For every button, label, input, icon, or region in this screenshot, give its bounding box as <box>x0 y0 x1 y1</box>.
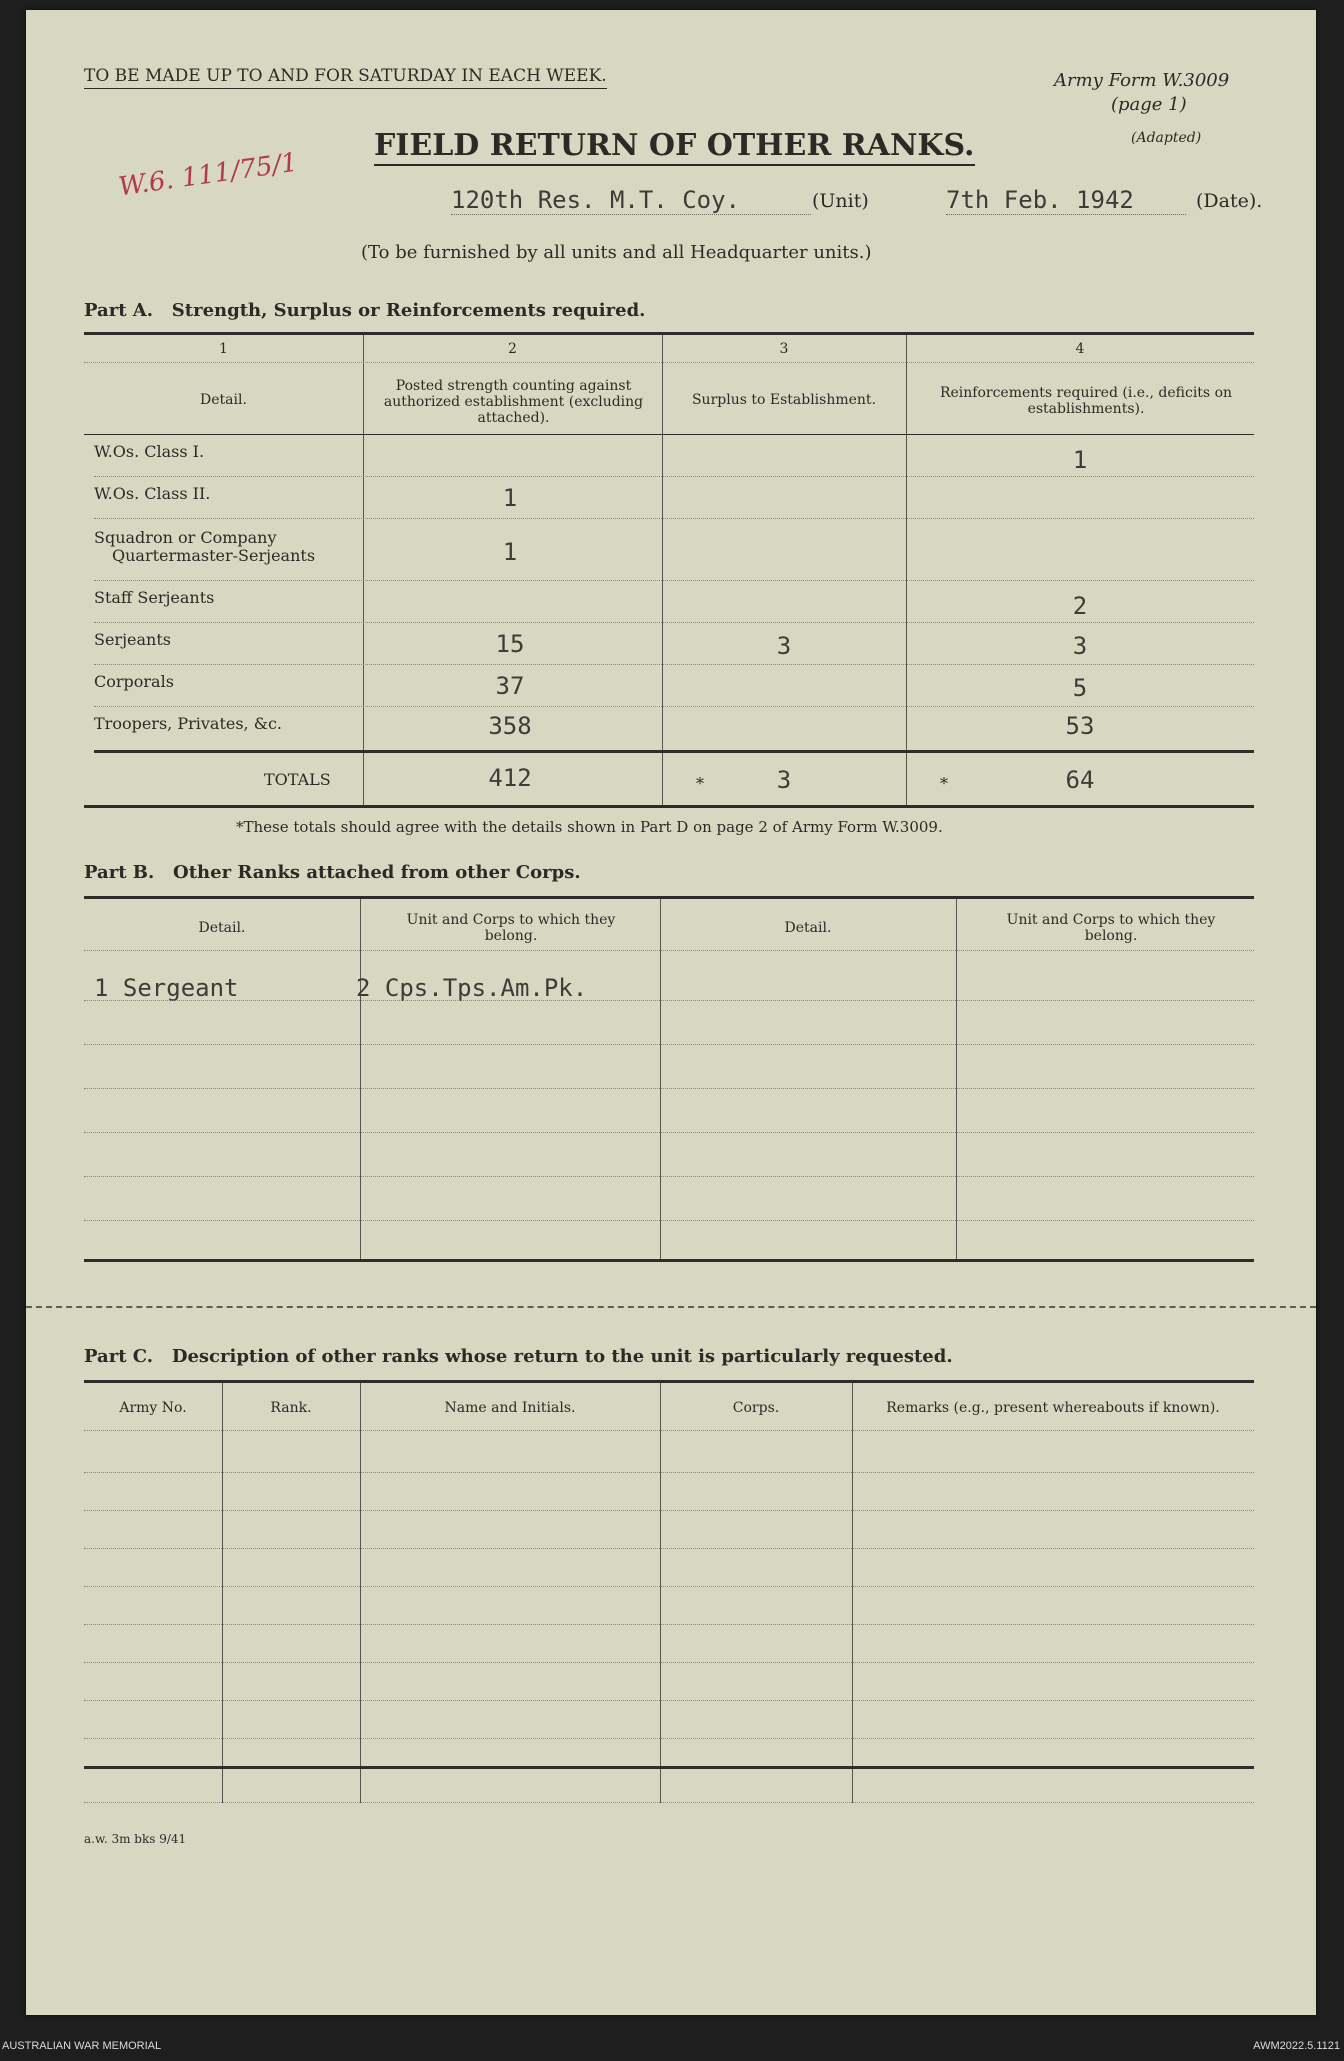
partb-col-unit-1: Unit and Corps to which they belong. <box>406 912 616 944</box>
row-detail: W.Os. Class I. <box>94 442 205 461</box>
totals-label: TOTALS <box>264 770 331 789</box>
row-posted: 1 <box>502 538 518 566</box>
col-number-2: 2 <box>508 341 517 357</box>
col-header-detail: Detail. <box>200 392 247 408</box>
surplus-asterisk: * <box>696 774 704 793</box>
unit-value: 120th Res. M.T. Coy. <box>451 186 811 215</box>
col-header-reinforcements: Reinforcements required (i.e., deficits on establishments). <box>939 385 1233 417</box>
partb-entry-unit: 2 Cps.Tps.Am.Pk. <box>356 974 588 1002</box>
partb-col-unit-2: Unit and Corps to which they belong. <box>1006 912 1216 944</box>
adapted-note: (Adapted) <box>1131 130 1202 146</box>
col-number-3: 3 <box>779 341 789 357</box>
row-surplus: 3 <box>776 632 792 660</box>
date-day-month: 7th Feb. 19 <box>946 186 1105 214</box>
row-reinforcements: 1 <box>1072 446 1088 474</box>
total-posted: 412 <box>488 764 532 792</box>
partc-col-corps: Corps. <box>732 1400 780 1416</box>
row-reinforcements: 3 <box>1072 632 1088 660</box>
page-title: FIELD RETURN OF OTHER RANKS. <box>374 128 975 166</box>
footer-left: AUSTRALIAN WAR MEMORIAL <box>2 2040 162 2052</box>
partb-col-detail-1: Detail. <box>198 920 246 936</box>
row-detail-line2: Quartermaster-Serjeants <box>112 546 316 565</box>
handwritten-reference: W.6. 111/75/1 <box>116 147 300 203</box>
instruction-line: TO BE MADE UP TO AND FOR SATURDAY IN EACH WEEK. <box>84 66 607 89</box>
row-posted: 358 <box>488 712 532 740</box>
row-posted: 15 <box>495 630 525 658</box>
total-reinforcements: 64 <box>1065 766 1095 794</box>
row-detail: Squadron or Company <box>94 528 277 547</box>
part-c-heading: Part C. Description of other ranks whose return to the unit is particularly requested. <box>84 1346 953 1367</box>
row-detail: Serjeants <box>94 630 171 649</box>
row-reinforcements: 53 <box>1065 712 1095 740</box>
form-page-number: (page 1) <box>1111 94 1187 115</box>
perforation-line <box>26 1306 1316 1308</box>
total-surplus: 3 <box>776 766 792 794</box>
furnished-note: (To be furnished by all units and all Headquarter units.) <box>361 242 872 263</box>
part-b-heading: Part B. Other Ranks attached from other Corps. <box>84 862 581 883</box>
partc-col-name: Name and Initials. <box>444 1400 576 1416</box>
row-detail: W.Os. Class II. <box>94 484 211 503</box>
row-posted: 37 <box>495 672 525 700</box>
printer-mark: a.w. 3m bks 9/41 <box>84 1832 187 1846</box>
date-value <box>946 186 1186 215</box>
partc-col-remarks: Remarks (e.g., present whereabouts if known). <box>886 1400 1220 1416</box>
partb-entry-detail: 1 Sergeant <box>94 974 239 1002</box>
col-header-posted: Posted strength counting against authorized establishment (excluding attached). <box>383 378 644 426</box>
partc-col-rank: Rank. <box>270 1400 312 1416</box>
date-label: (Date). <box>1196 190 1263 212</box>
row-detail: Corporals <box>94 672 174 691</box>
footer-right: AWM2022.5.1121 <box>1253 2040 1340 2052</box>
totals-footnote: *These totals should agree with the details shown in Part D on page 2 of Army Form W.3009. <box>236 818 943 836</box>
row-detail: Staff Serjeants <box>94 588 215 607</box>
date-year: 42 <box>1104 186 1134 214</box>
col-number-4: 4 <box>1075 341 1085 357</box>
part-a-heading: Part A. Strength, Surplus or Reinforcements required. <box>84 300 646 321</box>
row-detail: Troopers, Privates, &c. <box>94 714 283 733</box>
row-posted: 1 <box>502 484 518 512</box>
row-reinforcements: 5 <box>1072 674 1088 702</box>
col-number-1: 1 <box>219 341 228 357</box>
partc-col-army-no: Army No. <box>119 1400 187 1416</box>
row-reinforcements: 2 <box>1072 592 1088 620</box>
reinf-asterisk: * <box>940 774 948 793</box>
form-page <box>26 10 1316 2015</box>
partb-col-detail-2: Detail. <box>784 920 832 936</box>
unit-label: (Unit) <box>812 190 869 212</box>
col-header-surplus: Surplus to Establishment. <box>691 392 877 408</box>
form-name: Army Form W.3009 <box>1054 70 1230 91</box>
